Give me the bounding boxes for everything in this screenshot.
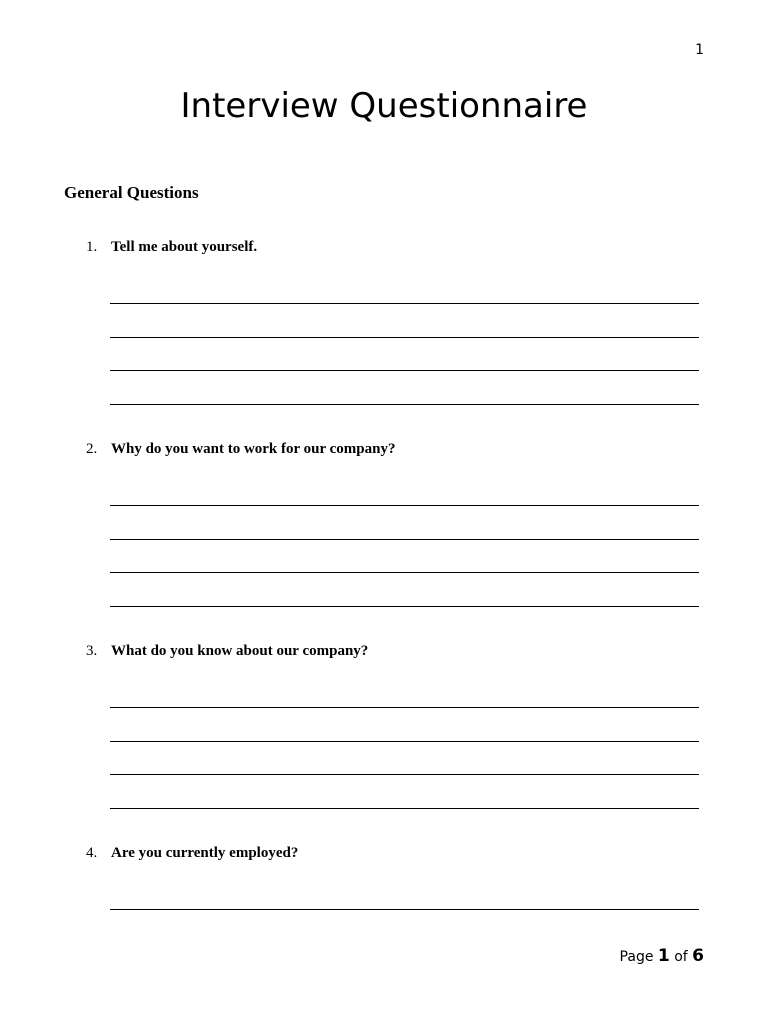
section-heading: General Questions xyxy=(64,183,199,202)
answer-line[interactable] xyxy=(110,741,699,742)
question-1 xyxy=(86,239,257,256)
question-number: 4. xyxy=(86,845,98,861)
answer-line[interactable] xyxy=(110,572,699,573)
answer-line[interactable] xyxy=(110,370,699,371)
answer-line[interactable] xyxy=(110,707,699,708)
question-text: Tell me about yourself. xyxy=(111,239,258,255)
question-number: 1. xyxy=(86,239,98,255)
question-number: 2. xyxy=(86,441,98,457)
answer-line[interactable] xyxy=(110,539,699,540)
question-number: 3. xyxy=(86,643,98,659)
document-title: Interview Questionnaire xyxy=(180,86,588,126)
answer-line[interactable] xyxy=(110,404,699,405)
answer-line[interactable] xyxy=(110,303,699,304)
answer-line[interactable] xyxy=(110,337,699,338)
question-4 xyxy=(86,845,298,862)
answer-line[interactable] xyxy=(110,505,699,506)
answer-line[interactable] xyxy=(110,606,699,607)
footer-of-word: of xyxy=(674,949,688,965)
answer-line[interactable] xyxy=(110,774,699,775)
question-2 xyxy=(86,441,395,458)
question-3 xyxy=(86,643,368,660)
footer-page-word: Page xyxy=(619,949,654,965)
footer-current-page: 1 xyxy=(657,946,670,966)
question-text: What do you know about our company? xyxy=(111,643,369,659)
answer-line[interactable] xyxy=(110,808,699,809)
page-footer xyxy=(620,946,704,966)
footer-total-pages: 6 xyxy=(692,946,704,966)
answer-line[interactable] xyxy=(110,909,699,910)
question-text: Why do you want to work for our company? xyxy=(111,441,396,457)
page-number: 1 xyxy=(695,42,704,58)
question-text: Are you currently employed? xyxy=(111,845,299,861)
